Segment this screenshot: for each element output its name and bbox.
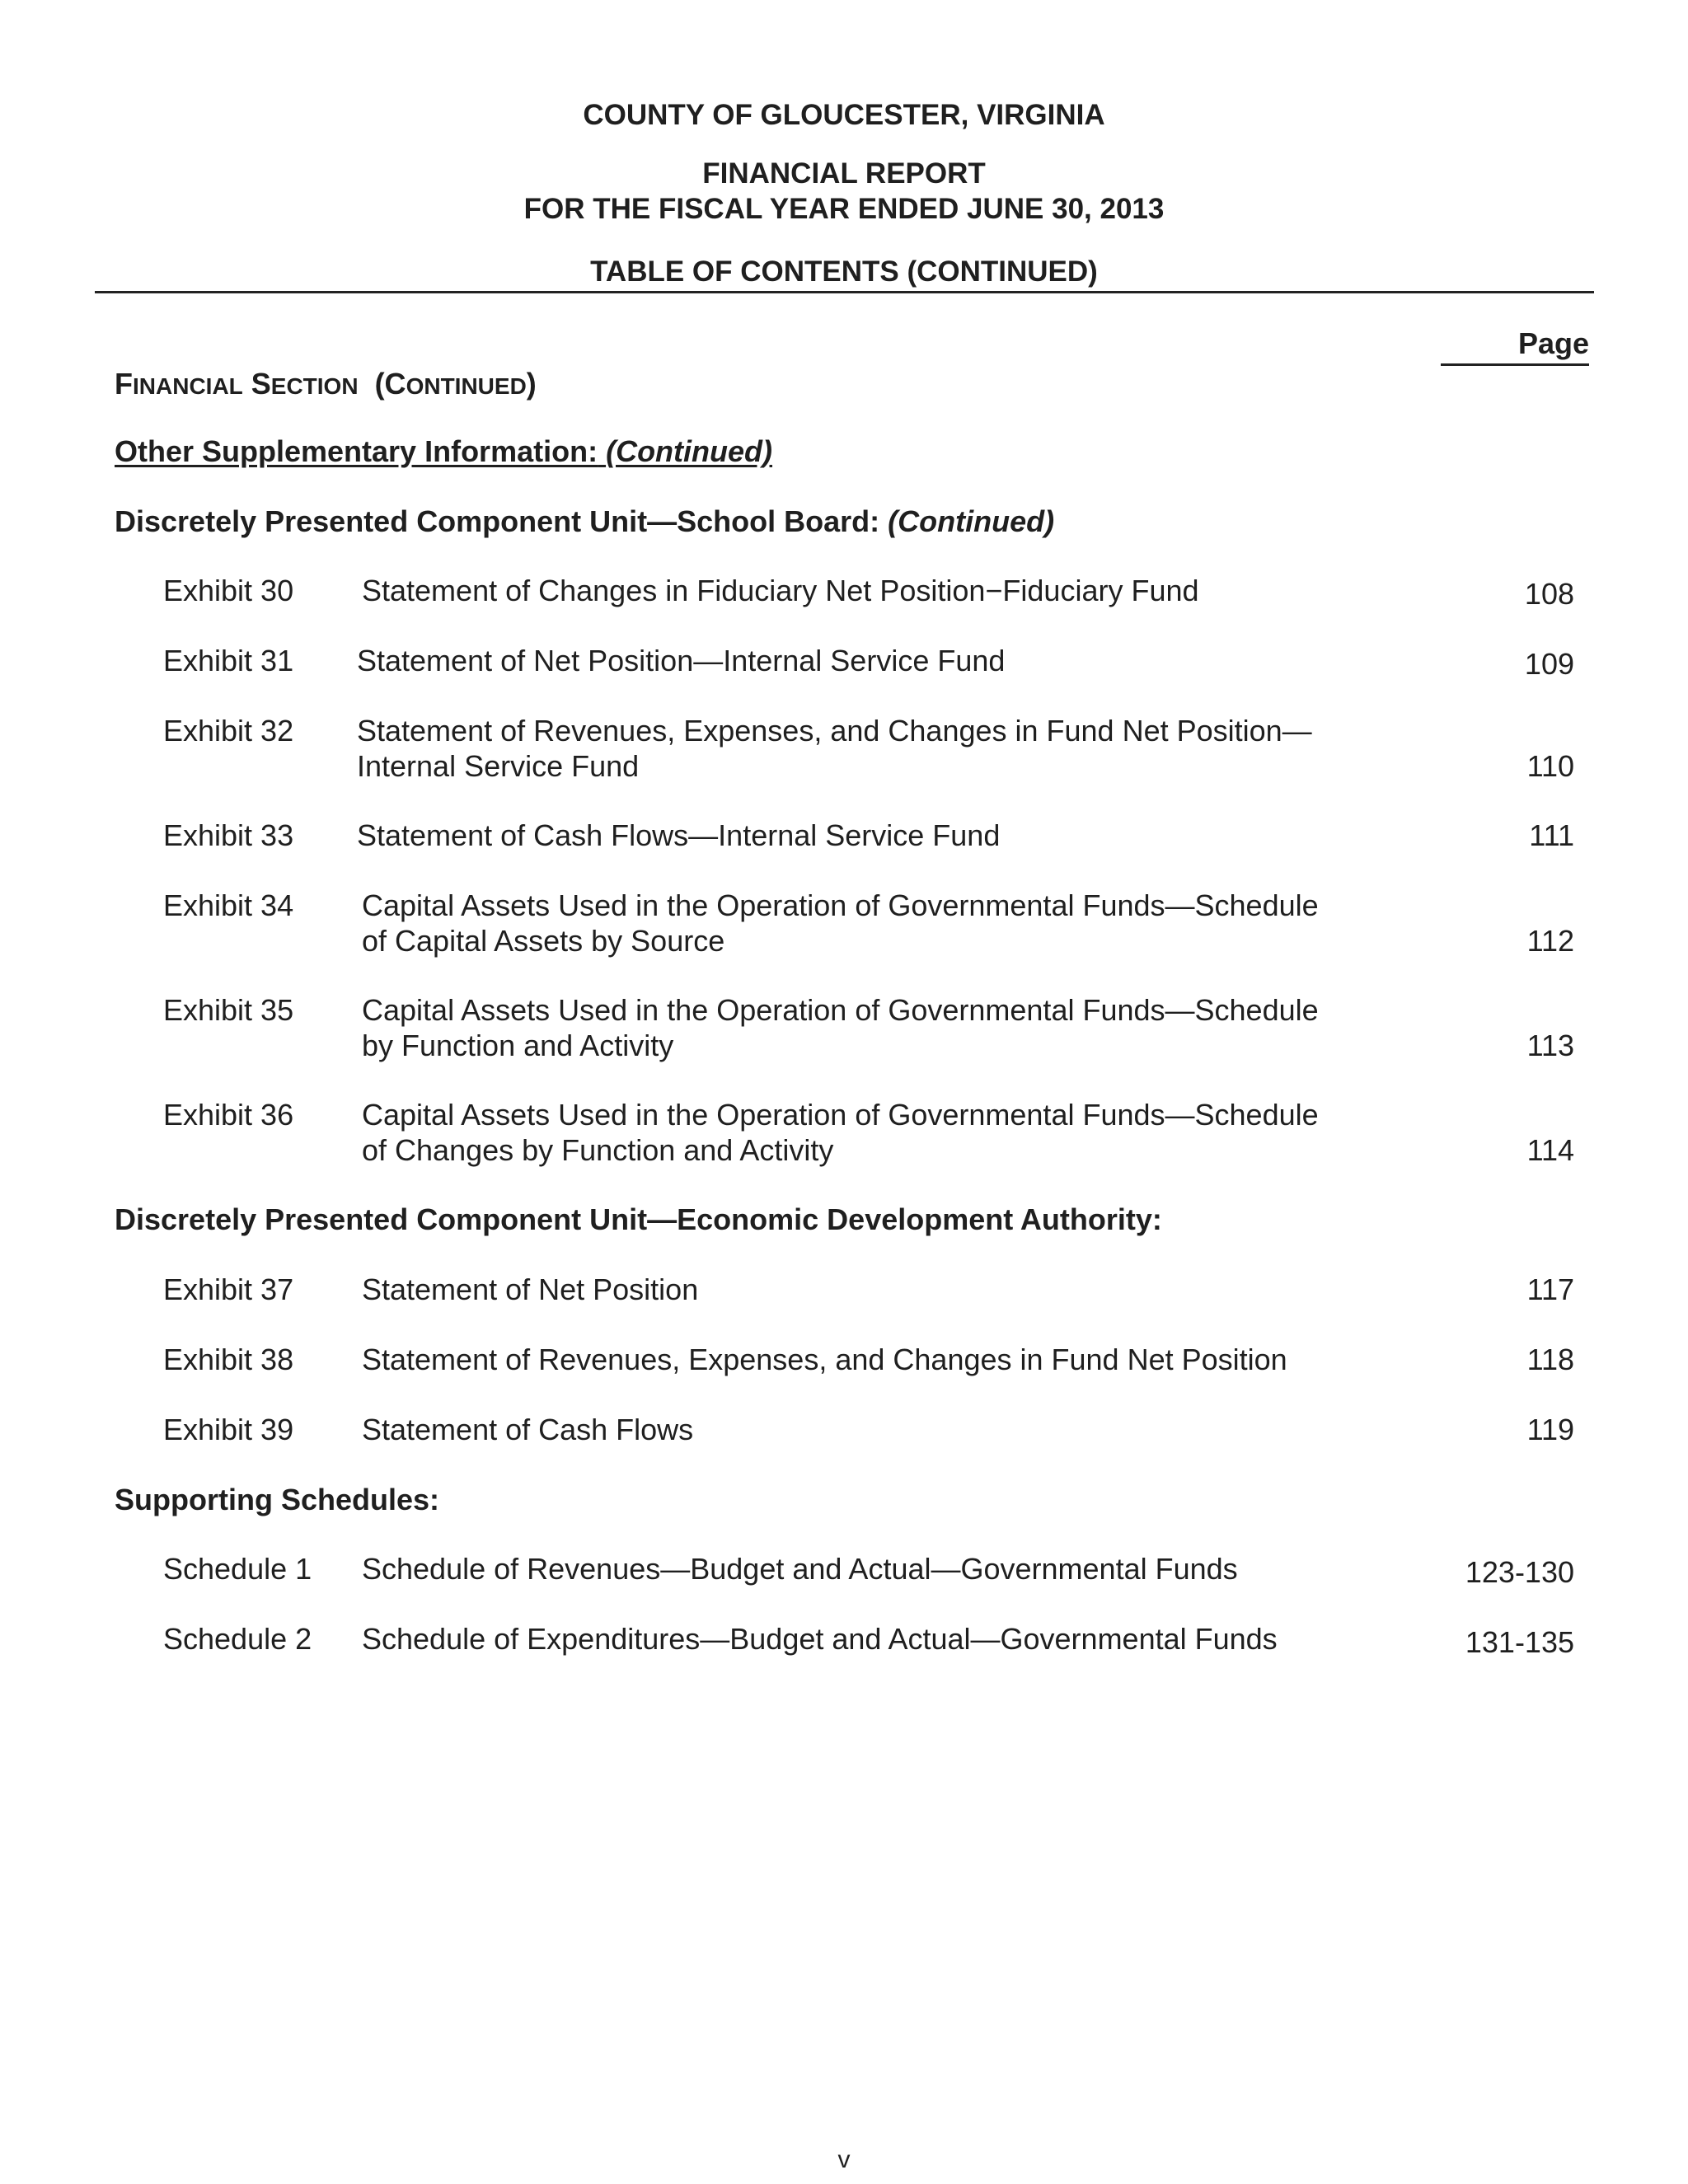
entry-title: Statement of Net Position <box>362 1272 699 1306</box>
sec-inancial: INANCIAL <box>133 373 243 399</box>
entry-label: Exhibit 35 <box>163 993 294 1027</box>
entry-title: Statement of Net Position—Internal Service Fund <box>357 644 1006 677</box>
entry-title: Statement of Revenues, Expenses, and Changes in Fund Net Position <box>362 1343 1287 1376</box>
entry-label: Exhibit 36 <box>163 1098 294 1132</box>
entry-label: Exhibit 38 <box>163 1343 294 1376</box>
entry-title-line1: Capital Assets Used in the Operation of Governmental Funds—Schedule <box>362 993 1319 1027</box>
entry-page: 109 <box>1524 647 1574 681</box>
entry-page: 131-135 <box>1465 1625 1574 1659</box>
entry-label: Exhibit 33 <box>163 818 294 852</box>
entry-page: 119 <box>1526 1413 1574 1446</box>
toc-title: TABLE OF CONTENTS (CONTINUED) <box>590 255 1098 288</box>
supporting-label: Supporting Schedules: <box>115 1483 440 1516</box>
entry-page: 123-130 <box>1465 1555 1574 1589</box>
entry-label: Exhibit 30 <box>163 574 294 607</box>
entry-label: Exhibit 34 <box>163 888 294 922</box>
entry-title-line1: Capital Assets Used in the Operation of Governmental Funds—Schedule <box>362 888 1319 922</box>
sec-s: S <box>242 367 271 401</box>
entry-page: 110 <box>1526 749 1574 783</box>
school-board-heading <box>115 504 1054 539</box>
entry-title-line2: of Capital Assets by Source <box>362 924 725 958</box>
entry-title-line2: of Changes by Function and Activity <box>362 1133 834 1167</box>
entry-title-line2: by Function and Activity <box>362 1029 674 1062</box>
entry-title-line1: Statement of Revenues, Expenses, and Changes in Fund Net Position— <box>357 714 1312 748</box>
osi-label: Other Supplementary Information: <box>115 434 598 468</box>
entry-title-line2: Internal Service Fund <box>357 749 640 783</box>
header-divider <box>95 291 1594 293</box>
sec-c: (C <box>358 367 406 401</box>
entry-page: 111 <box>1529 818 1574 852</box>
entry-page: 108 <box>1524 577 1574 611</box>
school-label: Discretely Presented Component Unit—School Board: <box>115 504 880 538</box>
entry-page: 112 <box>1526 924 1574 958</box>
entry-label: Exhibit 31 <box>163 644 294 677</box>
entry-label: Exhibit 37 <box>163 1272 294 1306</box>
financial-section-heading <box>115 367 537 404</box>
entry-page: 118 <box>1526 1343 1574 1376</box>
other-supplementary-heading <box>115 434 772 469</box>
entry-title: Statement of Cash Flows—Internal Service Fund <box>357 818 1001 852</box>
entry-label: Schedule 2 <box>163 1622 312 1656</box>
entry-title: Schedule of Revenues—Budget and Actual—Governmental Funds <box>362 1552 1238 1586</box>
fiscal-year-title: FOR THE FISCAL YEAR ENDED JUNE 30, 2013 <box>523 193 1165 225</box>
sec-f: F <box>115 367 133 401</box>
school-note: (Continued) <box>888 504 1055 538</box>
entry-page: 114 <box>1526 1133 1574 1167</box>
sec-ection: ECTION <box>270 373 359 399</box>
entry-label: Schedule 1 <box>163 1552 312 1586</box>
eda-label: Discretely Presented Component Unit—Economic Development Authority: <box>115 1202 1162 1236</box>
page-number: v <box>837 2146 851 2173</box>
page-column-header: Page <box>1441 326 1589 366</box>
supporting-schedules-heading <box>115 1483 439 1517</box>
sec-close: ) <box>526 367 537 401</box>
sec-ontinued: ONTINUED <box>406 373 527 399</box>
county-title: COUNTY OF GLOUCESTER, VIRGINIA <box>583 99 1105 131</box>
entry-page: 117 <box>1526 1272 1574 1306</box>
entry-title: Schedule of Expenditures—Budget and Actual—Governmental Funds <box>362 1622 1278 1656</box>
entry-title-line1: Capital Assets Used in the Operation of Governmental Funds—Schedule <box>362 1098 1319 1132</box>
entry-page: 113 <box>1526 1029 1574 1062</box>
entry-label: Exhibit 39 <box>163 1413 294 1446</box>
osi-note: (Continued) <box>606 434 773 468</box>
report-title: FINANCIAL REPORT <box>702 157 986 190</box>
entry-title: Statement of Changes in Fiduciary Net Position−Fiduciary Fund <box>362 574 1199 607</box>
entry-title: Statement of Cash Flows <box>362 1413 694 1446</box>
entry-label: Exhibit 32 <box>163 714 294 748</box>
eda-heading <box>115 1202 1162 1237</box>
